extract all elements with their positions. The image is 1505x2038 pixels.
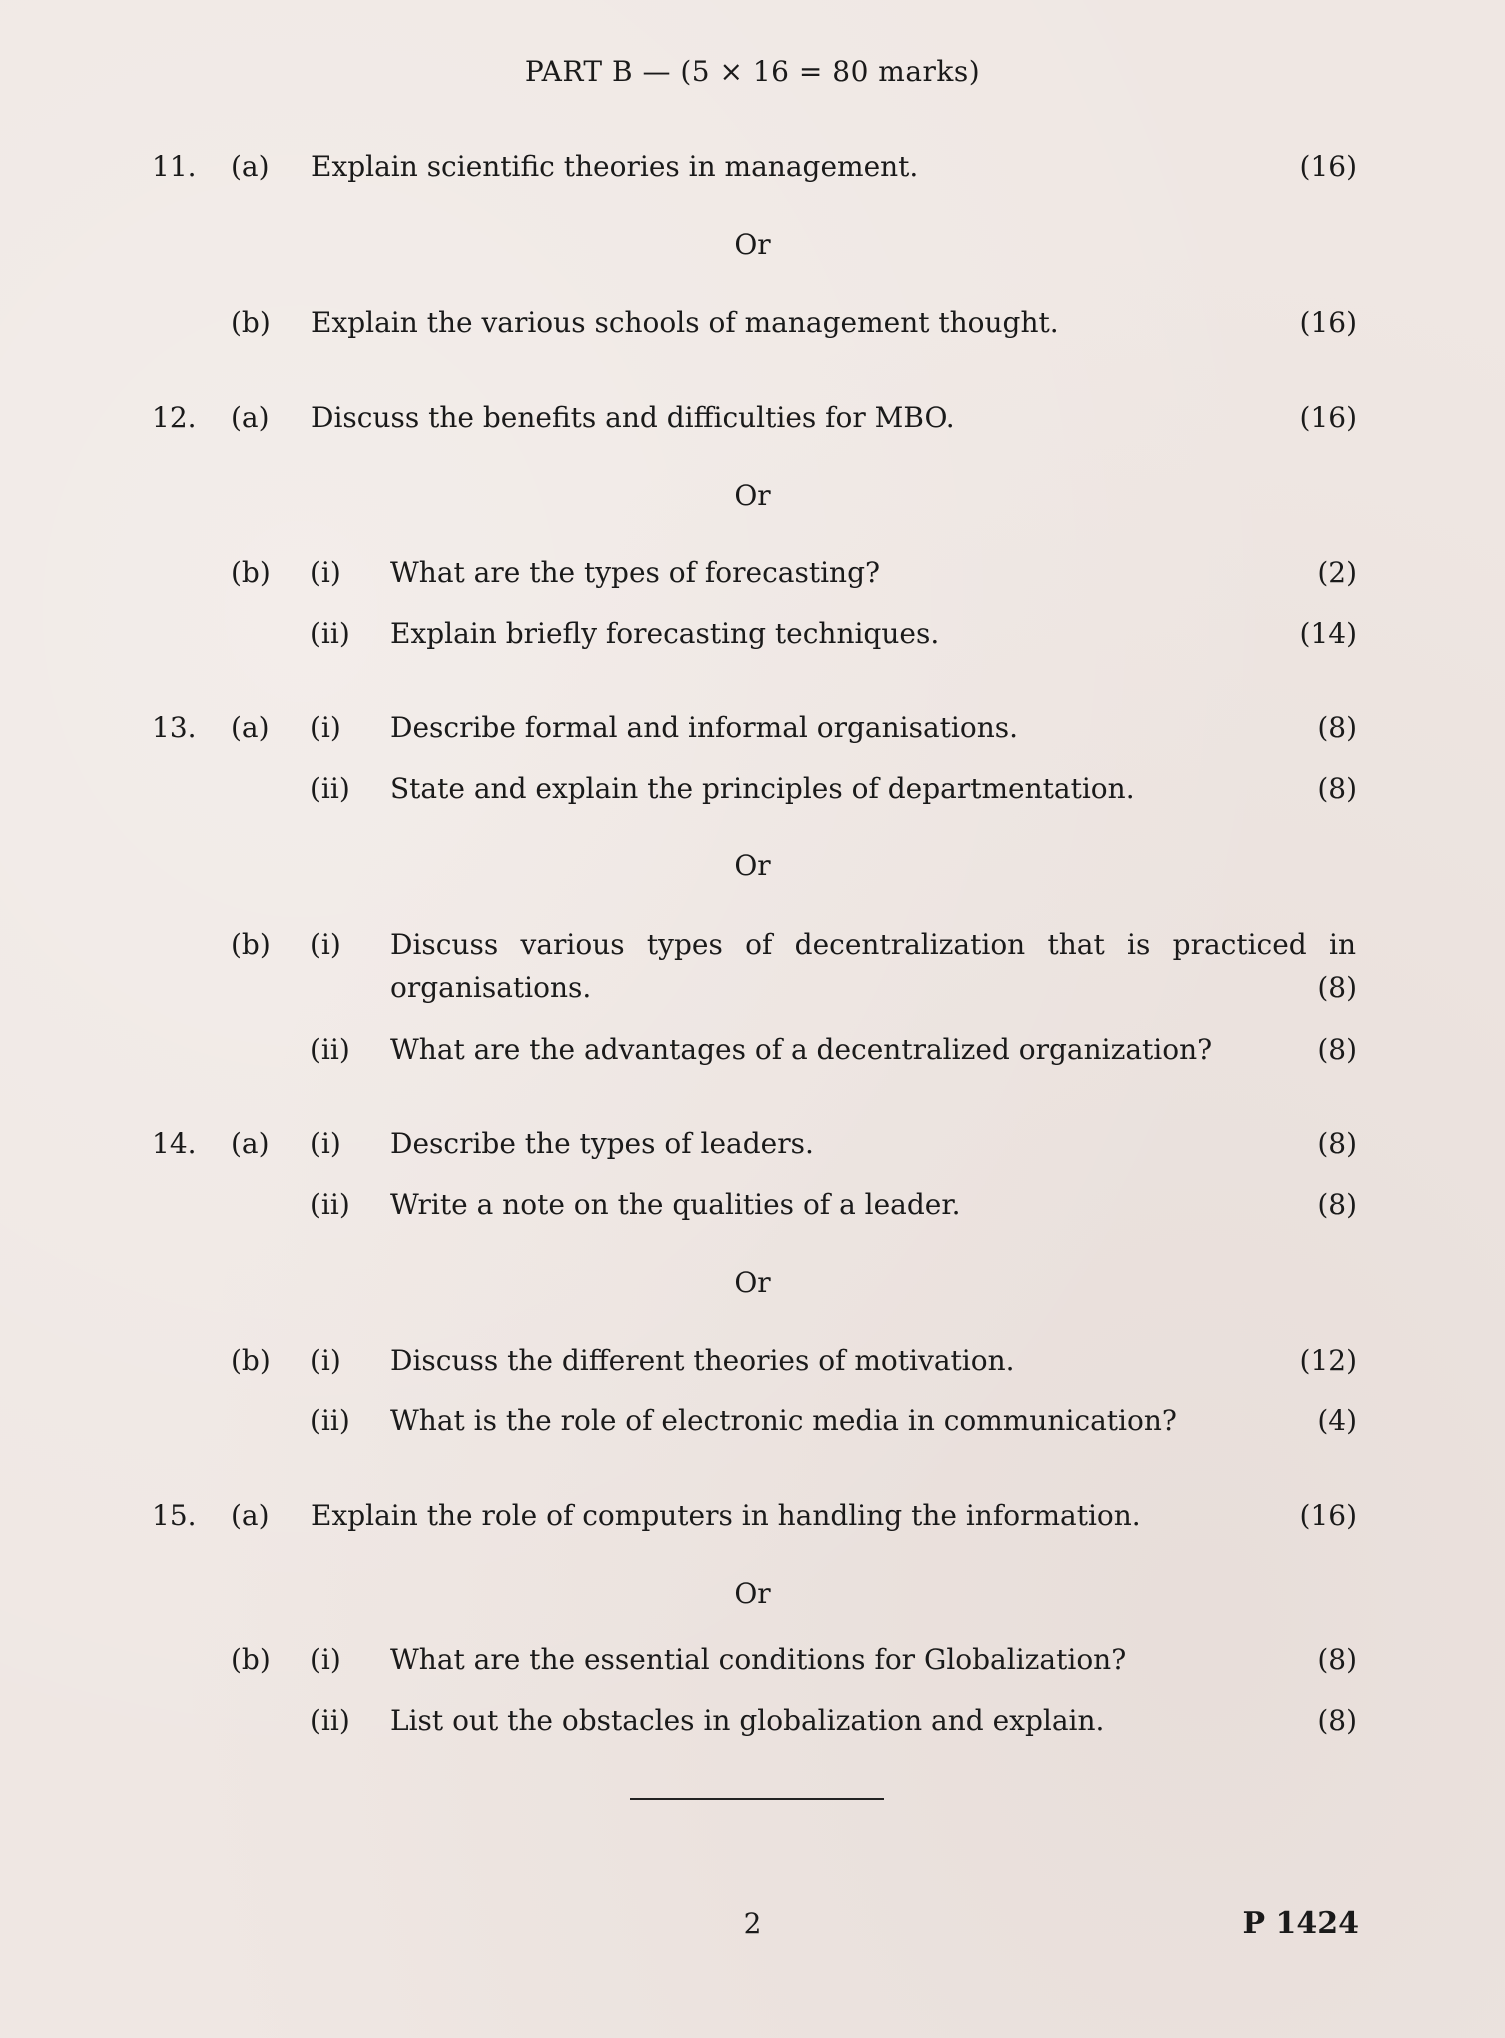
page-number: 2 xyxy=(743,1907,762,1940)
q14b-ii-text: What is the role of electronic media in communication? xyxy=(390,1404,1177,1437)
q14b-label: (b) xyxy=(231,1344,271,1377)
q13b-ii-text: What are the advantages of a decentralized organization? xyxy=(390,1033,1213,1066)
q12b-label: (b) xyxy=(231,556,271,589)
q13b-i-text-line1: Discuss various types of decentralization that is practiced in xyxy=(390,928,1356,961)
paper-code: P 1424 xyxy=(1242,1906,1359,1941)
or-separator: Or xyxy=(734,849,771,882)
section-header: PART B — (5 × 16 = 80 marks) xyxy=(524,55,981,88)
q12b-ii-text: Explain briefly forecasting techniques. xyxy=(390,617,940,650)
q12b-i-text: What are the types of forecasting? xyxy=(390,556,881,589)
question-number-15: 15. xyxy=(152,1499,197,1532)
q15a-marks: (16) xyxy=(1299,1499,1357,1532)
q14a-label: (a) xyxy=(231,1127,270,1160)
q13a-ii-text: State and explain the principles of departmentation. xyxy=(390,772,1135,805)
q12a-text: Discuss the benefits and difficulties for MBO. xyxy=(311,401,955,434)
q14a-i-text: Describe the types of leaders. xyxy=(390,1127,814,1160)
q12b-i-label: (i) xyxy=(310,556,341,589)
or-separator: Or xyxy=(734,1266,771,1299)
q14b-i-label: (i) xyxy=(310,1344,341,1377)
q14b-ii-label: (ii) xyxy=(310,1404,350,1437)
q13a-ii-label: (ii) xyxy=(310,772,350,805)
q15b-ii-text: List out the obstacles in globalization and explain. xyxy=(390,1704,1105,1737)
question-number-11: 11. xyxy=(152,150,197,183)
q11b-marks: (16) xyxy=(1299,306,1357,339)
or-separator: Or xyxy=(734,479,771,512)
q13b-label: (b) xyxy=(231,928,271,961)
or-separator: Or xyxy=(734,1577,771,1610)
q11b-text: Explain the various schools of management thought. xyxy=(311,306,1059,339)
q11b-label: (b) xyxy=(231,306,271,339)
q14b-ii-marks: (4) xyxy=(1317,1404,1357,1437)
q15b-i-text: What are the essential conditions for Globalization? xyxy=(390,1643,1127,1676)
q13a-i-marks: (8) xyxy=(1317,711,1357,744)
q13b-i-label: (i) xyxy=(310,928,341,961)
q15b-i-label: (i) xyxy=(310,1643,341,1676)
q13b-i-text-line2: organisations. xyxy=(390,971,592,1004)
q12a-marks: (16) xyxy=(1299,401,1357,434)
q15a-label: (a) xyxy=(231,1499,270,1532)
end-rule xyxy=(630,1798,884,1800)
q12a-label: (a) xyxy=(231,401,270,434)
q13b-ii-label: (ii) xyxy=(310,1033,350,1066)
question-number-13: 13. xyxy=(152,711,197,744)
q11a-text: Explain scientific theories in management. xyxy=(311,150,919,183)
q13b-ii-marks: (8) xyxy=(1317,1033,1357,1066)
q12b-i-marks: (2) xyxy=(1317,556,1357,589)
q15b-ii-marks: (8) xyxy=(1317,1704,1357,1737)
q15b-ii-label: (ii) xyxy=(310,1704,350,1737)
q11a-label: (a) xyxy=(231,150,270,183)
q14a-i-label: (i) xyxy=(310,1127,341,1160)
q14a-i-marks: (8) xyxy=(1317,1127,1357,1160)
q15b-label: (b) xyxy=(231,1643,271,1676)
q13a-ii-marks: (8) xyxy=(1317,772,1357,805)
q14a-ii-text: Write a note on the qualities of a leader. xyxy=(390,1188,961,1221)
q12b-ii-label: (ii) xyxy=(310,617,350,650)
question-number-14: 14. xyxy=(152,1127,197,1160)
q14b-i-marks: (12) xyxy=(1299,1344,1357,1377)
q11a-marks: (16) xyxy=(1299,150,1357,183)
q14b-i-text: Discuss the different theories of motivation. xyxy=(390,1344,1015,1377)
q12b-ii-marks: (14) xyxy=(1299,617,1357,650)
q14a-ii-label: (ii) xyxy=(310,1188,350,1221)
q13b-i-marks: (8) xyxy=(1317,971,1357,1004)
q13a-i-text: Describe formal and informal organisations. xyxy=(390,711,1019,744)
q14a-ii-marks: (8) xyxy=(1317,1188,1357,1221)
q15a-text: Explain the role of computers in handling the information. xyxy=(311,1499,1141,1532)
or-separator: Or xyxy=(734,228,771,261)
q15b-i-marks: (8) xyxy=(1317,1643,1357,1676)
question-number-12: 12. xyxy=(152,401,197,434)
q13a-label: (a) xyxy=(231,711,270,744)
q13a-i-label: (i) xyxy=(310,711,341,744)
